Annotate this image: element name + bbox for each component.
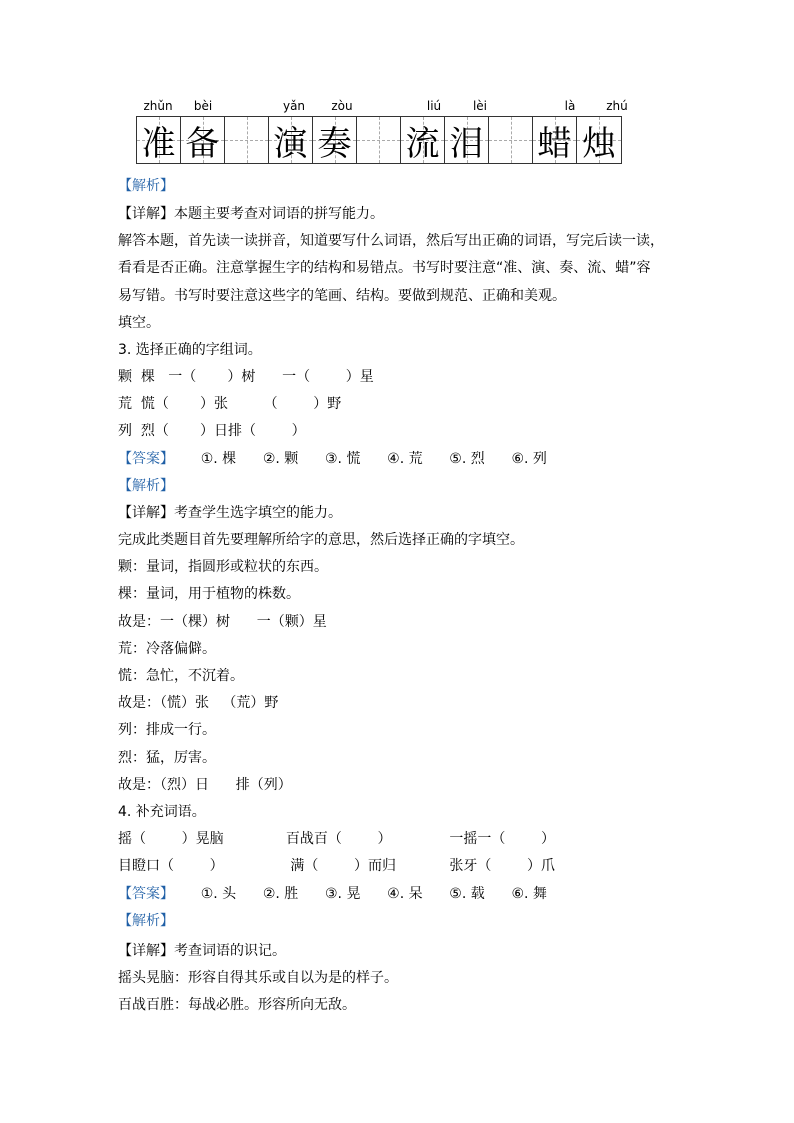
answer-label: 【答案】 <box>118 451 174 467</box>
detail-paragraph: 【详解】考查词语的识记。 <box>118 943 286 959</box>
grid-cell: 备 <box>181 117 225 163</box>
pinyin-lei: lèi <box>472 99 488 113</box>
question-line: 摇（ ）晃脑 百战百（ ） 一摇一（ ） <box>118 831 555 847</box>
explanation-line: 故是：（慌）张 （荒）野 <box>118 695 279 711</box>
question-line: 列 烈（ ）日排（ ） <box>118 423 306 439</box>
detail-label: 【详解】 <box>118 505 174 521</box>
detail-label: 【详解】 <box>118 206 174 222</box>
explanation-line: 颗：量词，指圆形或粒状的东西。 <box>118 559 328 575</box>
analysis-label: 【解析】 <box>118 178 174 194</box>
grid-cell: 奏 <box>313 117 357 163</box>
explanation-line: 故是：一（棵）树 一（颗）星 <box>118 614 327 630</box>
answer-line: 【答案】 ①. 头 ②. 胜 ③. 晃 ④. 呆 ⑤. 载 ⑥. 舞 <box>118 886 547 902</box>
explanation-line: 完成此类题目首先要理解所给字的意思，然后选择正确的字填空。 <box>118 532 524 548</box>
grid-cell <box>225 117 269 163</box>
question-title: 4. 补充词语。 <box>118 804 206 820</box>
grid-cell <box>357 117 401 163</box>
character-grid <box>136 116 622 164</box>
explanation-line: 列：排成一行。 <box>118 722 216 738</box>
explanation-line: 摇头晃脑：形容自得其乐或自以为是的样子。 <box>118 970 398 986</box>
grid-cell: 流 <box>401 117 445 163</box>
answer-line: 【答案】 ①. 棵 ②. 颗 ③. 慌 ④. 荒 ⑤. 烈 ⑥. 列 <box>118 451 547 467</box>
explanation-line: 烈：猛，厉害。 <box>118 750 216 766</box>
pinyin-zhu: zhú <box>606 99 628 113</box>
pinyin-zou: zòu <box>331 99 353 113</box>
grid-cell: 准 <box>137 117 181 163</box>
grid-cell: 泪 <box>445 117 489 163</box>
detail-label: 【详解】 <box>118 943 174 959</box>
analysis-label: 【解析】 <box>118 478 174 494</box>
explanation-line: 看看是否正确。注意掌握生字的结构和易错点。书写时要注意“准、演、奏、流、蜡”容 <box>118 260 651 276</box>
question-line: 目瞪口（ ） 满（ ）而归 张牙（ ）爪 <box>118 858 555 874</box>
pinyin-liu: liú <box>426 99 442 113</box>
detail-paragraph: 【详解】本题主要考查对词语的拼写能力。 <box>118 206 384 222</box>
grid-cell: 烛 <box>577 117 621 163</box>
explanation-line: 故是：（烈）日 排（列） <box>118 777 292 793</box>
explanation-line: 荒：冷落偏僻。 <box>118 641 216 657</box>
question-title: 3. 选择正确的字组词。 <box>118 342 262 358</box>
answer-label: 【答案】 <box>118 886 174 902</box>
question-line: 颗 棵 一（ ）树 一（ ）星 <box>118 369 374 385</box>
grid-cell: 演 <box>269 117 313 163</box>
grid-cell <box>489 117 533 163</box>
explanation-line: 百战百胜：每战必胜。形容所向无敌。 <box>118 997 356 1013</box>
grid-cell: 蜡 <box>533 117 577 163</box>
explanation-line: 棵：量词，用于植物的株数。 <box>118 586 300 602</box>
explanation-line: 慌：急忙，不沉着。 <box>118 668 244 684</box>
explanation-line: 解答本题，首先读一读拼音，知道要写什么词语，然后写出正确的词语，写完后读一读， <box>118 233 664 249</box>
analysis-label: 【解析】 <box>118 913 174 929</box>
explanation-line: 填空。 <box>118 315 160 331</box>
detail-paragraph: 【详解】考查学生选字填空的能力。 <box>118 505 342 521</box>
question-line: 荒 慌（ ）张 （ ）野 <box>118 396 342 412</box>
explanation-line: 易写错。书写时要注意这些字的笔画、结构。要做到规范、正确和美观。 <box>118 288 566 304</box>
pinyin-zhun: zhǔn <box>143 99 173 113</box>
pinyin-la: là <box>564 99 576 113</box>
pinyin-yan: yǎn <box>282 99 306 113</box>
pinyin-bei: bèi <box>193 99 213 113</box>
